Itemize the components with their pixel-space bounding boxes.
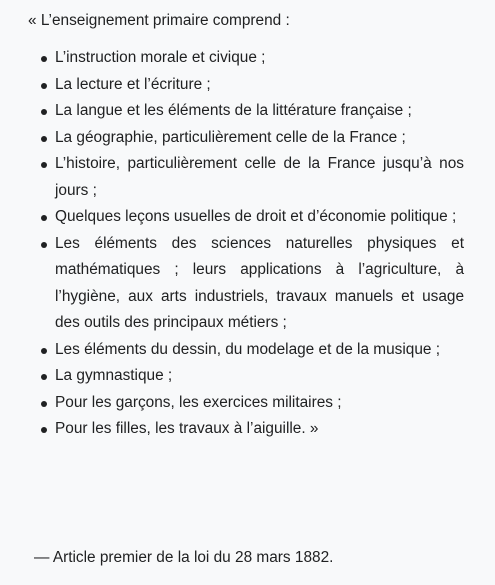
list-item-text: Quelques leçons usuelles de droit et d’économie politique ; <box>55 208 457 225</box>
bullet-icon <box>41 56 47 62</box>
list-item <box>27 390 464 417</box>
quote-intro: « L’enseignement primaire comprend : <box>28 12 290 29</box>
bullet-icon <box>41 401 47 407</box>
list-item-text: Pour les garçons, les exercices militaires ; <box>55 393 342 411</box>
list-item <box>27 231 464 337</box>
bullet-icon <box>41 83 47 89</box>
list-item <box>27 416 464 443</box>
list-item <box>27 72 464 99</box>
list-item <box>27 204 464 231</box>
list-item <box>27 125 464 152</box>
list-item-text: Les éléments du dessin, du modelage et de la musique ; <box>55 340 441 358</box>
list-item-text: La géographie, particulièrement celle de la France ; <box>55 128 406 146</box>
bullet-icon <box>41 242 47 248</box>
list-item <box>27 363 464 390</box>
list-item <box>27 45 464 72</box>
list-item-text: L’histoire, particulièrement celle de la France jusqu’à nos jours ; <box>55 155 464 199</box>
bullet-icon <box>41 215 47 221</box>
quote-list <box>27 45 464 443</box>
list-item-text: La lecture et l’écriture ; <box>55 75 211 93</box>
quote-attribution: — Article premier de la loi du 28 mars 1882. <box>34 549 334 566</box>
bullet-icon <box>41 162 47 168</box>
list-item-text: La langue et les éléments de la littérature française ; <box>55 102 412 119</box>
list-item <box>27 151 464 204</box>
list-item-text: L’instruction morale et civique ; <box>55 49 266 66</box>
bullet-icon <box>41 427 47 433</box>
list-item-text: La gymnastique ; <box>55 367 173 384</box>
list-item-text: Pour les filles, les travaux à l’aiguille. » <box>55 420 319 437</box>
list-item-text: Les éléments des sciences naturelles physiques et mathématiques ; leurs applications à l’agriculture, à l’hygiène, aux arts industriels, travaux manuels et usage des outils des principaux métiers ; <box>55 234 464 331</box>
bullet-icon <box>41 109 47 115</box>
bullet-icon <box>41 374 47 380</box>
bullet-icon <box>41 348 47 354</box>
list-item <box>27 337 464 364</box>
list-item <box>27 98 464 125</box>
bullet-icon <box>41 136 47 142</box>
